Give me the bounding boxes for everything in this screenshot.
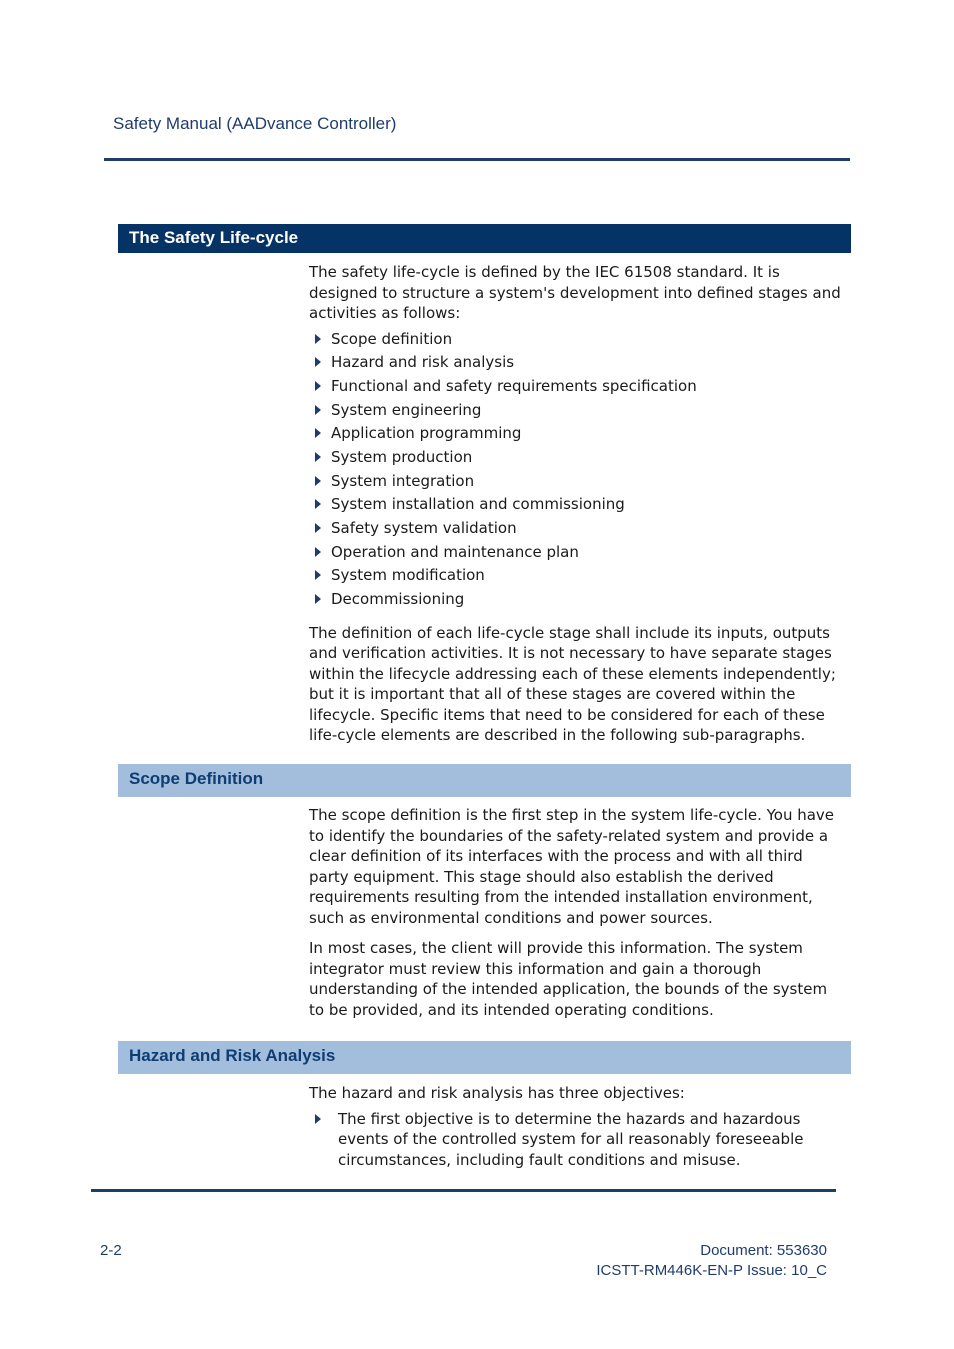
bullet-arrow-icon: [315, 357, 321, 367]
bullet-arrow-icon: [315, 523, 321, 533]
footer-issue: ICSTT-RM446K-EN-P Issue: 10_C: [596, 1262, 827, 1279]
section-heading-hazard-risk-analysis: Hazard and Risk Analysis: [118, 1041, 851, 1074]
bullet-arrow-icon: [315, 476, 321, 486]
list-item: Safety system validation: [309, 518, 844, 542]
page-header-title: Safety Manual (AADvance Controller): [113, 114, 397, 133]
list-item: System installation and commissioning: [309, 494, 844, 518]
header-rule: [104, 158, 850, 161]
list-item: Functional and safety requirements specification: [309, 376, 844, 400]
bullet-arrow-icon: [315, 499, 321, 509]
list-item: System integration: [309, 471, 844, 495]
bullet-arrow-icon: [315, 547, 321, 557]
section-body-scope-definition: [309, 805, 844, 1030]
hazard-intro: The hazard and risk analysis has three objectives:: [309, 1084, 685, 1102]
lifecycle-outro: The definition of each life-cycle stage shall include its inputs, outputs and verification activities. It is not necessary to have separate stages within the lifecycle addressing each of these elements independently; but it is important that all of these stages are covered within the lifecycle. Specific items that need to be considered for each of these life-cycle elements are described in the following sub-paragraphs.: [309, 623, 836, 745]
section-body-safety-lifecycle: [309, 262, 844, 756]
list-item: System modification: [309, 565, 844, 589]
bullet-arrow-icon: [315, 594, 321, 604]
section-heading-safety-lifecycle: The Safety Life-cycle: [118, 224, 851, 253]
bullet-arrow-icon: [315, 405, 321, 415]
bullet-arrow-icon: [315, 428, 321, 438]
lifecycle-stage-list: [309, 329, 844, 613]
list-item: Scope definition: [309, 329, 844, 353]
bullet-arrow-icon: [315, 334, 321, 344]
footer-document-number: Document: 553630: [700, 1242, 827, 1259]
section-body-hazard-risk-analysis: [309, 1083, 844, 1180]
lifecycle-intro: The safety life-cycle is defined by the IEC 61508 standard. It is designed to structure a system's development into defined stages and activities as follows:: [309, 263, 841, 322]
scope-paragraph-2: In most cases, the client will provide this information. The system integrator must review this information and gain a thorough understanding of the intended application, the bounds of the system to be provided, and its intended operating conditions.: [309, 939, 828, 1019]
list-item: System engineering: [309, 400, 844, 424]
list-item: Operation and maintenance plan: [309, 542, 844, 566]
bullet-arrow-icon: [315, 1114, 321, 1124]
hazard-objective-list: [309, 1109, 844, 1171]
section-heading-scope-definition: Scope Definition: [118, 764, 851, 797]
scope-paragraph-1: The scope definition is the first step in the system life-cycle. You have to identify the boundaries of the safety-related system and provide a clear definition of its interfaces with the process and with all third party equipment. This stage should also establish the derived requirements resulting from the intended installation environment, such as environmental conditions and power sources.: [309, 806, 835, 927]
list-item: Hazard and risk analysis: [309, 352, 844, 376]
footer-page-number: 2-2: [100, 1242, 122, 1259]
bullet-arrow-icon: [315, 570, 321, 580]
bullet-arrow-icon: [315, 452, 321, 462]
list-item: The first objective is to determine the hazards and hazardous events of the controlled system for all reasonably foreseeable circumstances, including fault conditions and misuse.: [309, 1109, 844, 1171]
list-item: Decommissioning: [309, 589, 844, 613]
list-item: System production: [309, 447, 844, 471]
footer-rule: [91, 1189, 836, 1192]
list-item: Application programming: [309, 423, 844, 447]
bullet-arrow-icon: [315, 381, 321, 391]
